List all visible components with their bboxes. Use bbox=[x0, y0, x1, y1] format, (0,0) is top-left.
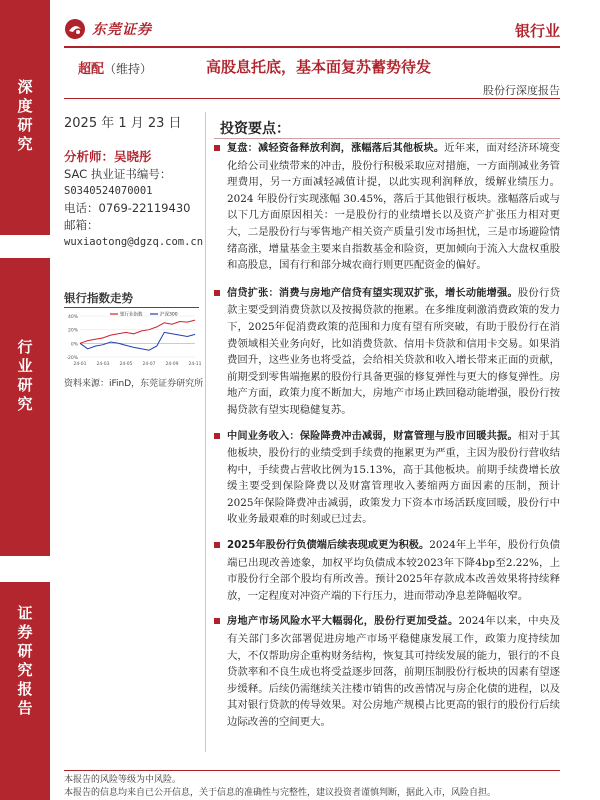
sidebar-label-securities-report: 证 券 研 究 报 告 bbox=[17, 604, 33, 717]
industry-tag: 银行业 bbox=[514, 22, 560, 40]
chart-legend-label: 银行业指数 bbox=[120, 312, 143, 318]
header-divider bbox=[64, 46, 560, 48]
key-points-divider bbox=[214, 138, 560, 139]
key-point bbox=[214, 140, 560, 274]
disclaimer bbox=[64, 774, 496, 800]
key-point-lead: 信贷扩张：消费与房地产信贷有望实现双扩张，增长动能增强。 bbox=[227, 287, 518, 299]
chart-y-tick-label: 40% bbox=[67, 315, 78, 320]
key-point-lead: 2025年股份行负债端后续表现或更为积极。 bbox=[227, 540, 430, 552]
chart-legend-label: 沪深300 bbox=[160, 312, 178, 318]
key-point-lead: 中间业务收入：保险降费冲击减弱，财富管理与股市回暖共振。 bbox=[227, 430, 518, 442]
chart-y-tick-label: -20% bbox=[66, 356, 78, 361]
report-title: 高股息托底，基本面复苏蓄势待发 bbox=[206, 58, 432, 76]
column-divider bbox=[205, 112, 206, 752]
company-logo bbox=[64, 18, 152, 40]
analyst-info bbox=[64, 148, 203, 251]
chart-x-tick-label: 24-09 bbox=[165, 362, 179, 367]
subheader-divider bbox=[64, 98, 560, 99]
chart-y-tick-label: 0% bbox=[70, 342, 78, 348]
analyst-email[interactable]: wuxiaotong@dgzq.com.cn bbox=[64, 236, 204, 248]
report-date: 2025 年 1 月 23 日 bbox=[64, 116, 182, 131]
logo-mark-icon bbox=[64, 18, 86, 40]
key-point-body: 2024年以来，中央及有关部门多次部署促进房地产市场平稳健康发展工作，政策力度持续加大，不仅帮助房企重构财务结构，恢复其可持续发展的能力，银行的不良贷款率和不良生成也将受益逐步回落，前期压制股份行板块的因素有望逐步缓释。后续仍需继续关注楼市销售的改善情况与房企化债的进程，以及其对银行贷款的传导效果。对公房地产规模占比更高的银行的股份行后续边际改善的空间更大。 bbox=[227, 615, 560, 728]
key-point bbox=[214, 285, 560, 419]
key-point-body: 近年来，面对经济环境变化给公司业绩带来的冲击，股份行积极采取应对措施，一方面削减业务管理费用，另一方面减轻减值计提，以此实现利润释放，缓解业绩压力。2024 年股份行实现涨幅 30.45%，落后于其他银行板块。涨幅落后或与以下几方面原因相关：一是股份行的业绩增长以及资产扩张压力相对更大，二是股份行与零售地产相关资产质量引发市场担忧，三是市场避险情绪高涨，增量基金主要来自指数基金和险资，更加倾向于流入大盘权重股和高股息，国有行和部分城农商行则更匹配资金的偏好。 bbox=[227, 142, 561, 272]
key-point bbox=[214, 613, 560, 730]
rating-sub: （维持） bbox=[104, 62, 153, 76]
chart-x-tick-label: 24-05 bbox=[119, 362, 133, 367]
analyst-name: 分析师：吴晓彤 bbox=[64, 149, 152, 164]
report-type: 股份行深度报告 bbox=[483, 84, 560, 97]
chart-title: 银行指数走势 bbox=[64, 291, 133, 305]
key-point bbox=[214, 537, 560, 604]
chart-series-line bbox=[80, 320, 195, 343]
logo-text: 东莞证券 bbox=[92, 22, 152, 38]
sac-number: S0340524070001 bbox=[64, 185, 153, 197]
chart-x-tick-label: 24-01 bbox=[73, 362, 87, 367]
key-point-lead: 房地产市场风险水平大幅弱化，股份行更加受益。 bbox=[227, 616, 459, 628]
key-point-body: 相对于其他板块，股份行的业绩受到手续费的拖累更为严重，主因为股份行营收结构中，手续费占营收比例为15.13%，高于其他板块。前期手续费增长放缓主要受到保险降费以及财富管理收入萎缩两方面因素的压制，预计2025年保险降费冲击减弱，政策发力下资本市场活跃度回暖，股份行中收业务最艰难的时刻或已过去。 bbox=[227, 429, 561, 526]
bank-index-chart bbox=[64, 310, 202, 368]
key-points-list bbox=[214, 140, 560, 731]
sidebar-label-deep-research: 深 度 研 究 bbox=[17, 78, 33, 153]
analyst-phone: 电话：0769-22119430 bbox=[64, 201, 191, 215]
footer-divider bbox=[64, 770, 560, 771]
risk-level-note: 本报告的风险等级为中风险。 bbox=[64, 775, 182, 785]
chart-x-tick-label: 24-11 bbox=[188, 362, 202, 367]
chart-canvas bbox=[64, 310, 202, 368]
disclaimer-text: 本报告的信息均来自已公开信息，关于信息的准确性与完整性，建议投资者谨慎判断，据此入市，风险自担。 bbox=[64, 788, 497, 798]
sac-label: SAC 执业证书编号： bbox=[64, 167, 172, 181]
chart-x-tick-label: 24-03 bbox=[96, 362, 110, 367]
chart-source: 资料来源：iFinD，东莞证券研究所 bbox=[64, 379, 204, 389]
key-points-header: 投资要点： bbox=[220, 121, 290, 137]
chart-x-tick-label: 24-07 bbox=[142, 362, 156, 367]
key-point-lead: 复盘：减轻资备释放利润，涨幅落后其他板块。 bbox=[227, 143, 445, 154]
chart-y-tick-label: 20% bbox=[67, 328, 78, 334]
email-label: 邮箱： bbox=[64, 218, 99, 232]
sidebar-label-industry-research: 行 业 研 究 bbox=[17, 338, 33, 413]
key-point bbox=[214, 428, 560, 529]
rating bbox=[78, 58, 152, 77]
key-point-body: 2024年上半年，股份行负债端已出现改善迹象，加权平均负债成本较2023年下降4bp至2.22%，上市股份行全部个股均有所改善。预计2025年存款成本改善效果将持续释放，一定程度对冲资产端的下行压力，进而带动净息差降幅收窄。 bbox=[227, 539, 560, 602]
chart-title-divider bbox=[64, 307, 199, 308]
key-point-body: 股份行贷款主要受到消费贷款以及按揭贷款的拖累。在多维度刺激消费政策的发力下，2025年促消费政策的范围和力度有望有所突破，有助于股份行在消费领域相关业务向好，比如消费贷款、信用卡贷款和信用卡交易。如果消费回升，这些业务也将受益，会给相关贷款和收入增长带来正面的贡献，前期受到零售端拖累的股份行具备更强的修复弹性与更大的修复弹性。房地产方面，政策力度不断加大，房地产市场止跌回稳动能增强，股份行按揭贷款有望实现稳健复苏。 bbox=[227, 286, 561, 416]
rating-value: 超配 bbox=[78, 62, 105, 77]
chart-series-line bbox=[80, 332, 195, 350]
